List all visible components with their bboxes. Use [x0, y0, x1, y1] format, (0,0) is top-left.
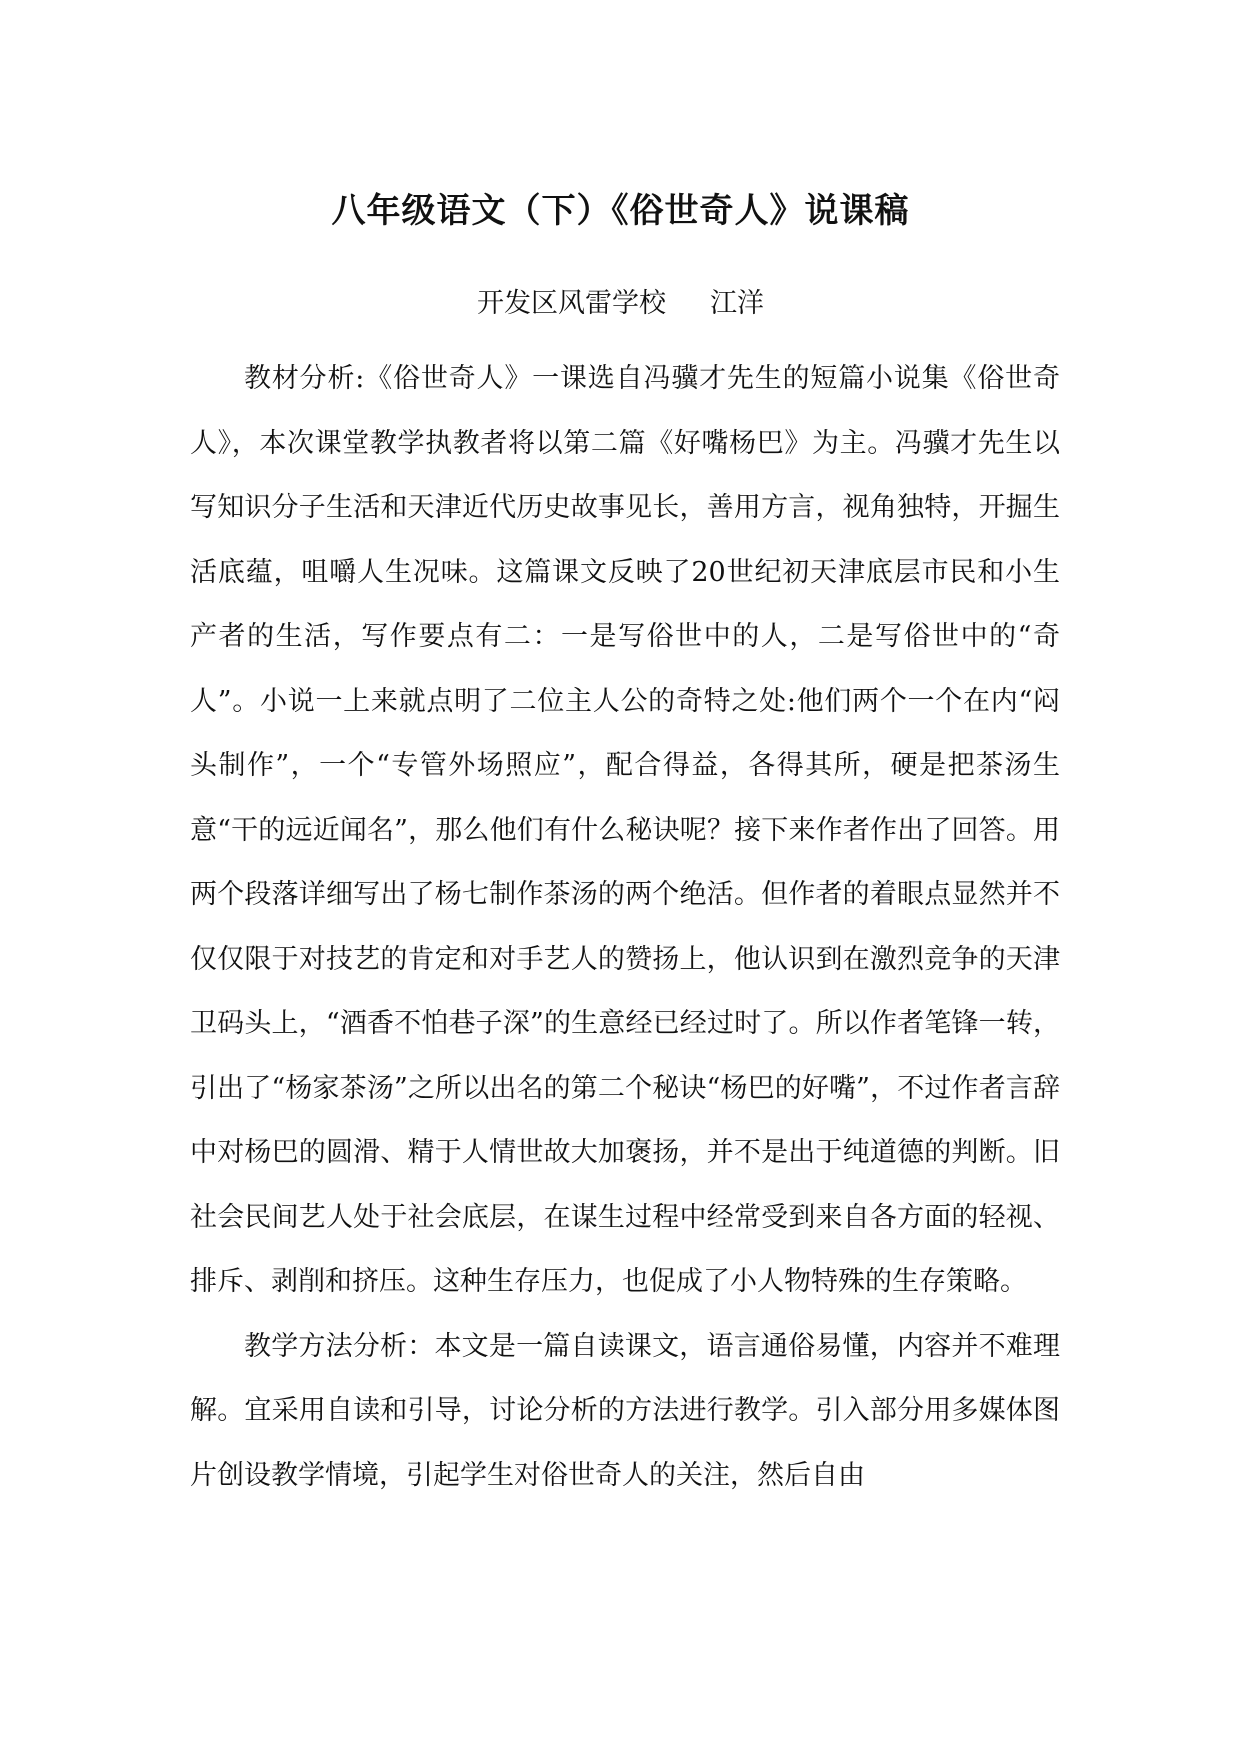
author-line	[0, 284, 1241, 324]
author-school: 开发区风雷学校	[477, 288, 666, 319]
document-body	[190, 347, 1060, 1508]
author-name: 江洋	[710, 288, 764, 319]
paragraph-textbook-analysis: 教材分析:《俗世奇人》一课选自冯骥才先生的短篇小说集《俗世奇人》，本次课堂教学执教者将以第二篇《好嘴杨巴》为主。冯骥才先生以写知识分子生活和天津近代历史故事见长，善用方言，视角独特，开掘生活底蕴，咀嚼人生况味。这篇课文反映了20世纪初天津底层市民和小生产者的生活，写作要点有二：一是写俗世中的人，二是写俗世中的“奇人”。小说一上来就点明了二位主人公的奇特之处:他们两个一个在内“闷头制作”，一个“专管外场照应”，配合得益，各得其所，硬是把茶汤生意“干的远近闻名”，那么他们有什么秘诀呢？接下来作者作出了回答。用两个段落详细写出了杨七制作茶汤的两个绝活。但作者的着眼点显然并不仅仅限于对技艺的肯定和对手艺人的赞扬上，他认识到在激烈竞争的天津卫码头上，“酒香不怕巷子深”的生意经已经过时了。所以作者笔锋一转，引出了“杨家茶汤”之所以出名的第二个秘诀“杨巴的好嘴”，不过作者言辞中对杨巴的圆滑、精于人情世故大加褒扬，并不是出于纯道德的判断。旧社会民间艺人处于社会底层，在谋生过程中经常受到来自各方面的轻视、排斥、剥削和挤压。这种生存压力，也促成了小人物特殊的生存策略。	[190, 363, 1060, 1297]
document-title: 八年级语文（下）《俗世奇人》说课稿	[331, 191, 910, 231]
paragraph-teaching-method: 教学方法分析：本文是一篇自读课文，语言通俗易懂，内容并不难理解。宜采用自读和引导，讨论分析的方法进行教学。引入部分用多媒体图片创设教学情境，引起学生对俗世奇人的关注，然后自由	[190, 1330, 1060, 1491]
